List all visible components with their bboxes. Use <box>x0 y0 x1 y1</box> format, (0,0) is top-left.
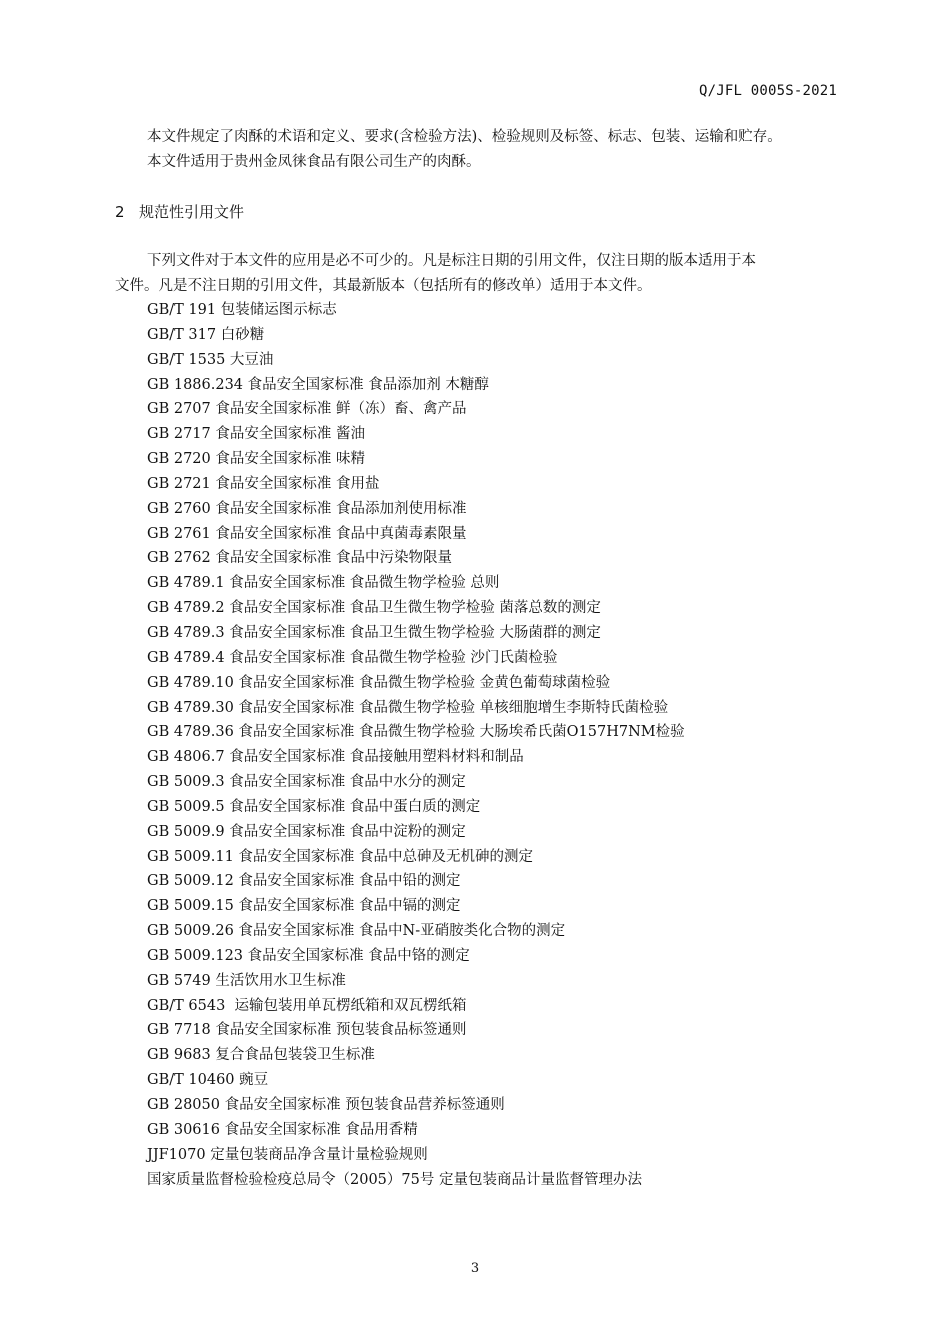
reference-item: GB 1886.234 食品安全国家标准 食品添加剂 木糖醇 <box>147 376 489 393</box>
section-number: 2 <box>115 203 125 221</box>
reference-item: GB 5009.11 食品安全国家标准 食品中总砷及无机砷的测定 <box>147 848 534 865</box>
reference-item: GB 5009.12 食品安全国家标准 食品中铅的测定 <box>147 873 461 890</box>
reference-item: GB 2717 食品安全国家标准 酱油 <box>147 426 365 443</box>
reference-item: GB/T 191 包装储运图示标志 <box>147 302 337 318</box>
reference-list <box>147 298 847 1192</box>
reference-item: GB 28050 食品安全国家标准 预包装食品营养标签通则 <box>147 1097 505 1113</box>
document-code: Q/JFL 0005S-2021 <box>698 83 837 99</box>
reference-item: GB 2762 食品安全国家标准 食品中污染物限量 <box>147 550 452 567</box>
reference-item: GB 4789.3 食品安全国家标准 食品卫生微生物学检验 大肠菌群的测定 <box>147 624 601 641</box>
page-number: 3 <box>470 1261 480 1276</box>
reference-item: GB 2707 食品安全国家标准 鲜（冻）畜、禽产品 <box>147 401 467 418</box>
reference-item: GB 4789.36 食品安全国家标准 食品微生物学检验 大肠埃希氏菌O157H7NM检验 <box>147 724 685 741</box>
section-2-intro <box>115 249 840 299</box>
reference-item: GB 2720 食品安全国家标准 味精 <box>147 451 365 468</box>
intro-line-2: 文件。凡是不注日期的引用文件，其最新版本（包括所有的修改单）适用于本文件。 <box>115 278 652 294</box>
reference-item: GB 2760 食品安全国家标准 食品添加剂使用标准 <box>147 500 467 517</box>
reference-item: GB 5009.3 食品安全国家标准 食品中水分的测定 <box>147 774 466 791</box>
reference-item: GB/T 6543 运输包装用单瓦楞纸箱和双瓦楞纸箱 <box>147 997 467 1014</box>
reference-item: GB 4806.7 食品安全国家标准 食品接触用塑料材料和制品 <box>147 749 524 766</box>
reference-item: GB 7718 食品安全国家标准 预包装食品标签通则 <box>147 1022 467 1039</box>
scope-paragraphs <box>147 125 867 175</box>
reference-item: 国家质量监督检验检疫总局令（2005）75号 定量包装商品计量监督管理办法 <box>147 1171 642 1188</box>
reference-item: GB 4789.30 食品安全国家标准 食品微生物学检验 单核细胞增生李斯特氏菌检验 <box>147 699 669 716</box>
section-2-heading <box>115 200 244 224</box>
reference-item: GB/T 317 白砂糖 <box>147 326 265 343</box>
scope-line-1: 本文件规定了肉酥的术语和定义、要求(含检验方法)、检验规则及标签、标志、包装、运输和贮存。 <box>147 129 782 145</box>
reference-item: GB 30616 食品安全国家标准 食品用香精 <box>147 1121 418 1138</box>
intro-line-1: 下列文件对于本文件的应用是必不可少的。凡是标注日期的引用文件，仅注日期的版本适用于本 <box>147 253 756 269</box>
reference-item: GB 5009.123 食品安全国家标准 食品中铬的测定 <box>147 947 470 964</box>
reference-item: GB 5009.5 食品安全国家标准 食品中蛋白质的测定 <box>147 798 481 815</box>
reference-item: JJF1070 定量包装商品净含量计量检验规则 <box>147 1146 428 1163</box>
reference-item: GB/T 1535 大豆油 <box>147 351 274 368</box>
reference-item: GB 5749 生活饮用水卫生标准 <box>147 972 346 989</box>
reference-item: GB 9683 复合食品包装袋卫生标准 <box>147 1047 375 1064</box>
reference-item: GB 4789.2 食品安全国家标准 食品卫生微生物学检验 菌落总数的测定 <box>147 600 601 617</box>
reference-item: GB 5009.26 食品安全国家标准 食品中N-亚硝胺类化合物的测定 <box>147 923 566 940</box>
scope-line-2: 本文件适用于贵州金凤徕食品有限公司生产的肉酥。 <box>147 154 481 170</box>
reference-item: GB 5009.9 食品安全国家标准 食品中淀粉的测定 <box>147 823 466 840</box>
reference-item: GB 4789.4 食品安全国家标准 食品微生物学检验 沙门氏菌检验 <box>147 649 558 666</box>
reference-item: GB 4789.1 食品安全国家标准 食品微生物学检验 总则 <box>147 575 500 592</box>
reference-item: GB 5009.15 食品安全国家标准 食品中镉的测定 <box>147 898 461 915</box>
reference-item: GB 2761 食品安全国家标准 食品中真菌毒素限量 <box>147 525 467 542</box>
reference-item: GB/T 10460 豌豆 <box>147 1072 269 1089</box>
section-title: 规范性引用文件 <box>139 203 245 221</box>
reference-item: GB 2721 食品安全国家标准 食用盐 <box>147 475 380 492</box>
reference-item: GB 4789.10 食品安全国家标准 食品微生物学检验 金黄色葡萄球菌检验 <box>147 674 611 691</box>
